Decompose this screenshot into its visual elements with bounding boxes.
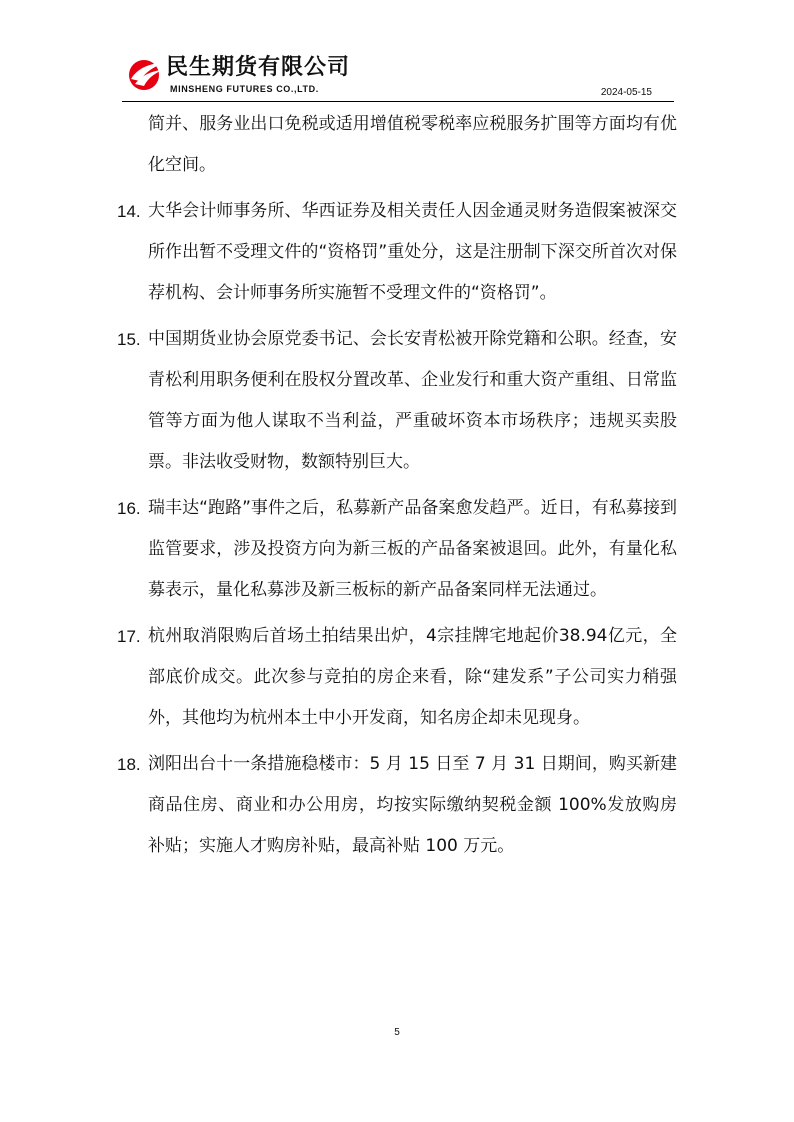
list-item (117, 191, 677, 314)
header-divider (122, 101, 674, 102)
minsheng-logo-icon (126, 57, 166, 91)
item-text: 浏阳出台十一条措施稳楼市：5 月 15 日至 7 月 31 日期间，购买新建商品住房、商业和办公用房，均按实际缴纳契税金额 100%发放购房补贴；实施人才购房补贴，最高补贴 100 万元。 (148, 754, 677, 856)
item-number: 18. (117, 755, 141, 774)
logo-chinese-name: 民生期货有限公司 (166, 55, 351, 80)
logo-english-name: MINSHENG FUTURES CO.,LTD. (170, 84, 319, 94)
page-number: 5 (394, 1027, 400, 1038)
list-item (117, 319, 677, 483)
item-number: 17. (117, 627, 141, 646)
item-text: 大华会计师事务所、华西证券及相关责任人因金通灵财务造假案被深交所作出暂不受理文件的“资格罚”重处分，这是注册制下深交所首次对保荐机构、会计师事务所实施暂不受理文件的“资格罚”。 (148, 201, 677, 303)
item-text: 瑞丰达“跑路”事件之后，私募新产品备案愈发趋严。近日，有私募接到监管要求，涉及投资方向为新三板的产品备案被退回。此外，有量化私募表示，量化私募涉及新三板标的新产品备案同样无法通过。 (148, 498, 677, 600)
company-logo (122, 54, 362, 100)
item-text: 中国期货业协会原党委书记、会长安青松被开除党籍和公职。经查，安青松利用职务便利在股权分置改革、企业发行和重大资产重组、日常监管等方面为他人谋取不当利益，严重破坏资本市场秩序；违规买卖股票。非法收受财物，数额特别巨大。 (148, 329, 677, 472)
news-list (117, 104, 677, 872)
list-item (117, 744, 677, 867)
item-text: 简并、服务业出口免税或适用增值税零税率应税服务扩围等方面均有优化空间。 (148, 114, 677, 175)
item-text: 杭州取消限购后首场土拍结果出炉，4宗挂牌宅地起价38.94亿元，全部底价成交。此次参与竞拍的房企来看，除“建发系”子公司实力稍强外，其他均为杭州本土中小开发商，知名房企却未见现身。 (148, 626, 677, 728)
list-item (117, 488, 677, 611)
list-item (117, 616, 677, 739)
item-number: 14. (117, 202, 141, 221)
list-item (117, 104, 677, 186)
report-date: 2024-05-15 (600, 87, 652, 98)
item-number: 16. (117, 499, 141, 518)
page-header (122, 54, 674, 102)
item-number: 15. (117, 330, 141, 349)
